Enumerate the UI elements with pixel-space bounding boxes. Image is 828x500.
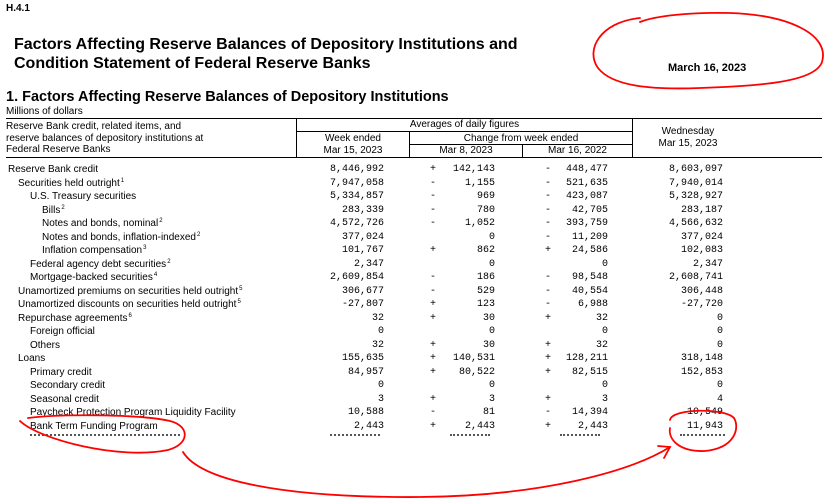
units-note: Millions of dollars <box>6 106 83 117</box>
column-header-averages: Averages of daily figures <box>409 119 520 130</box>
report-title-line-1: Factors Affecting Reserve Balances of Depository Institutions and <box>14 36 518 53</box>
release-code: H.4.1 <box>6 3 30 14</box>
column-header-change-mar16: Mar 16, 2022 <box>548 145 607 156</box>
table-row: Secondary credit 0 0 0 0 <box>30 380 723 391</box>
report-title-line-2: Condition Statement of Federal Reserve Banks <box>14 55 371 72</box>
table-row: Primary credit 84,957 + 80,522 + 82,515 152,853 <box>30 366 723 378</box>
table-row: Federal agency debt securities$^2$ 2,347 0 0 2,347 <box>30 258 723 270</box>
table-row: Loans 155,635 + 140,531 + 128,211 318,148 <box>18 353 723 364</box>
table-row: Paycheck Protection Program Liquidity Facility 10,588 - 81 - 14,394 10,549 <box>30 407 723 418</box>
table-row: Others 32 + 30 + 32 0 <box>30 339 723 351</box>
column-header-change-mar8: Mar 8, 2023 <box>439 145 493 156</box>
report-title <box>14 35 518 73</box>
table-row: Notes and bonds, inflation-indexed$^2$ 377,024 0 - 11,209 377,024 <box>42 231 723 243</box>
table-row: Bills$^2$ 283,339 - 780 - 42,705 283,187 <box>42 204 723 216</box>
date-circle-annotation <box>593 13 823 89</box>
table-row: Inflation compensation$^3$ 101,767 + 862 + 24,586 102,083 <box>42 245 723 256</box>
connector-arrow-annotation <box>183 447 670 497</box>
table-row: Repurchase agreements$^6$ 32 + 30 + 32 0 <box>18 312 723 324</box>
header-bottom-rule <box>6 157 822 158</box>
averages-rule <box>297 131 633 132</box>
table-row: Unamortized premiums on securities held outright$^5$ 306,677 - 529 - 40,554 306,448 <box>18 285 723 297</box>
table-row: Reserve Bank credit 8,446,992 + 142,143 - 448,477 8,603,097 <box>8 164 723 175</box>
table-row: U.S. Treasury securities 5,334,857 - 969 - 423,087 5,328,927 <box>30 191 723 202</box>
table-row: Unamortized discounts on securities held outright$^5$ -27,807 + 123 - 6,988 -27,720 <box>18 299 723 310</box>
section-title: 1. Factors Affecting Reserve Balances of Depository Institutions <box>6 89 449 105</box>
truncated-row <box>30 434 730 437</box>
table-row: Seasonal credit 3 + 3 + 3 4 <box>30 393 723 405</box>
column-header-description: Reserve Bank credit, related items, and reserve balances of depository institutions at Federal Reserve Banks <box>6 121 204 155</box>
column-header-change: Change from week ended <box>463 133 579 144</box>
arrowhead-annotation <box>658 446 670 458</box>
column-header-week-ended: Week ended Mar 15, 2023 <box>323 133 383 156</box>
table-row: Securities held outright$^1$ 7,947,058 - 1,155 - 521,635 7,940,014 <box>18 177 723 189</box>
release-date: March 16, 2023 <box>668 62 747 74</box>
table-row: Mortgage-backed securities$^4$ 2,609,854 - 186 - 98,548 2,608,741 <box>30 272 723 283</box>
table-row: Notes and bonds, nominal$^2$ 4,572,726 - 1,052 - 393,759 4,566,632 <box>42 218 723 229</box>
column-header-wednesday: Wednesday Mar 15, 2023 <box>658 126 718 149</box>
table-row: Foreign official 0 0 0 0 <box>30 326 723 337</box>
table-row: Bank Term Funding Program 2,443 + 2,443 + 2,443 11,943 <box>30 420 723 432</box>
